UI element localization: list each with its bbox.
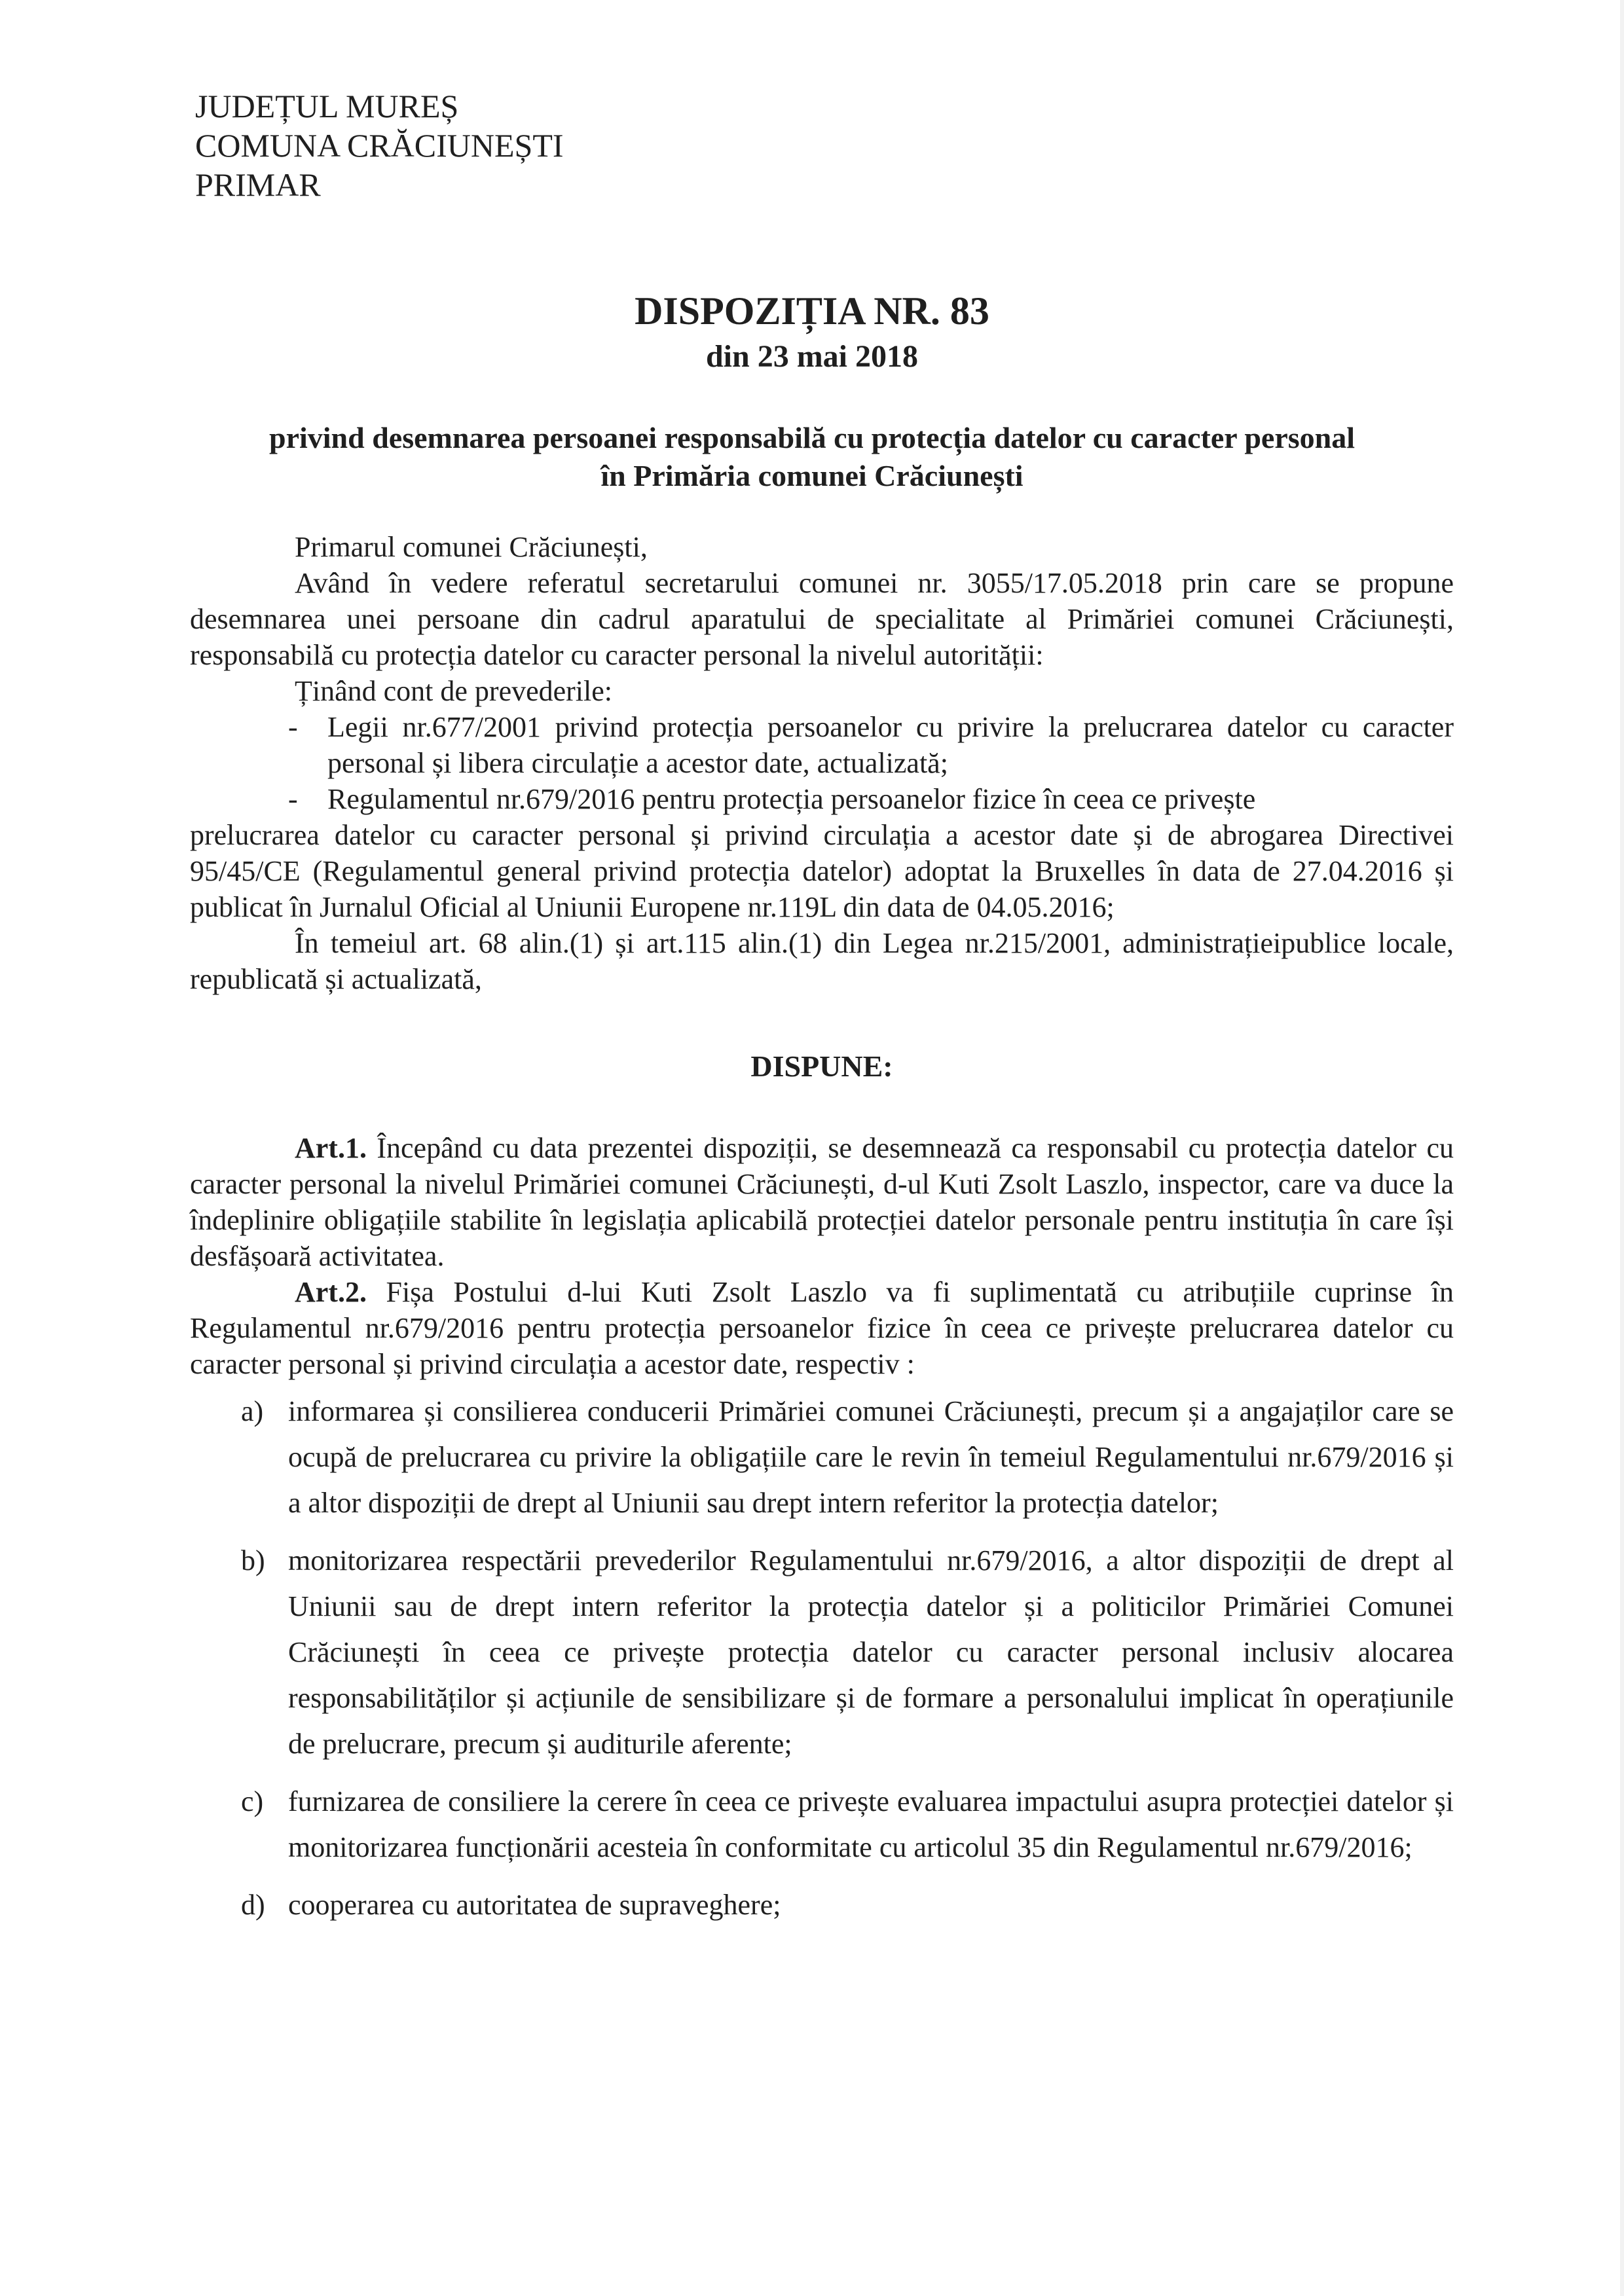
article-1 [190,1130,1454,1274]
subject-line-2: în Primăria comunei Crăciunești [600,459,1024,492]
dash-marker: - [288,783,298,815]
list-item-text: Legii nr.677/2001 privind protecția persoanelor cu privire la prelucrarea datelor cu caracter personal și libera circulație a acestor date, actualizată; [327,711,1454,779]
decision-subject [0,419,1624,495]
item-letter: b) [241,1544,265,1576]
list-item-text: cooperarea cu autoritatea de supraveghere; [288,1889,781,1921]
decision-date: din 23 mai 2018 [705,339,919,374]
office-name: PRIMAR [195,166,321,203]
legal-basis-paragraph: În temeiul art. 68 alin.(1) și art.115 alin.(1) din Legea nr.215/2001, administrațieipublice locale, republicată și actualizată, [190,927,1454,995]
county-name: JUDEȚUL MUREȘ [195,88,459,124]
list-item-text: furnizarea de consiliere la cerere în ceea ce privește evaluarea impactului asupra protecției datelor și monitorizarea funcționării acesteia în conformitate cu articolul 35 din Regulamentul nr.679/2016; [288,1785,1454,1863]
article-text: Fișa Postului d-lui Kuti Zsolt Laszlo va fi suplimentată cu atribuțiile cuprinse în Regulamentul nr.679/2016 pentru protecția persoanelor fizice în ceea ce privește prelucrarea datelor cu caracter personal și privind circulația a acestor date, respectiv : [190,1276,1454,1380]
article-label: Art.1. [295,1132,367,1164]
article-2 [190,1274,1454,1382]
mayor-line: Primarul comunei Crăciunești, [295,531,648,563]
scan-edge-shadow [1620,0,1624,2296]
list-item [288,709,1454,781]
duties-list [190,1389,1454,1928]
decision-heading: DISPUNE: [750,1049,893,1083]
regulation-continuation: prelucrarea datelor cu caracter personal și privind circulația a acestor date și de abrogarea Directivei 95/45/CE (Regulamentul general privind protecția datelor) adoptat la Bruxelles în data de 27.04.2016 și publicat în Jurnalul Oficial al Uniunii Europene nr.119L din data de 04.05.2016; [190,819,1454,923]
subject-line-1: privind desemnarea persoanei responsabilă cu protecția datelor cu caracter personal [268,421,1356,454]
item-letter: a) [241,1395,264,1427]
document-title [0,288,1624,380]
issuer-header [195,86,564,204]
considering-line: Ținând cont de prevederile: [295,675,613,707]
list-item-text: Regulamentul nr.679/2016 pentru protecția persoanelor fizice în ceea ce privește [327,783,1256,815]
item-letter: d) [241,1889,265,1921]
list-item [241,1882,1454,1928]
item-letter: c) [241,1785,264,1817]
list-item-text: monitorizarea respectării prevederilor Regulamentului nr.679/2016, a altor dispoziții de drept al Uniunii sau de drept intern referitor la protecția datelor și a politicilor Primăriei Comunei Crăciunești în ceea ce privește protecția datelor cu caracter personal inclusiv alocarea responsabilităților și acțiunile de sensibilizare și de formare a personalului implicat în operațiunile de prelucrare, precum și auditurile aferente; [288,1544,1454,1760]
list-item [241,1779,1454,1870]
list-item [288,781,1454,817]
list-item [241,1389,1454,1526]
having-regard-paragraph: Având în vedere referatul secretarului comunei nr. 3055/17.05.2018 prin care se propune desemnarea unei persoane din cadrul aparatului de specialitate al Primăriei comunei Crăciunești, responsabilă cu protecția datelor cu caracter personal la nivelul autorității: [190,567,1454,671]
decision-number: DISPOZIȚIA NR. 83 [635,289,989,333]
list-item [241,1538,1454,1767]
document-body [190,529,1454,1940]
commune-name: COMUNA CRĂCIUNEȘTI [195,127,564,164]
article-text: Începând cu data prezentei dispoziții, se desemnează ca responsabil cu protecția datelor cu caracter personal la nivelul Primăriei comunei Crăciunești, d-ul Kuti Zsolt Laszlo, inspector, care va duce la îndeplinire obligațiile stabilite în legislația aplicabilă protecției datelor personale pentru instituția în care își desfășoară activitatea. [190,1132,1454,1272]
dash-marker: - [288,711,298,743]
article-label: Art.2. [295,1276,367,1308]
legal-references-list [190,709,1454,817]
list-item-text: informarea și consilierea conducerii Primăriei comunei Crăciunești, precum și a angajaților care se ocupă de prelucrarea cu privire la obligațiile care le revin în temeiul Regulamentului nr.679/2016 și a altor dispoziții de drept al Uniunii sau drept intern referitor la protecția datelor; [288,1395,1454,1519]
